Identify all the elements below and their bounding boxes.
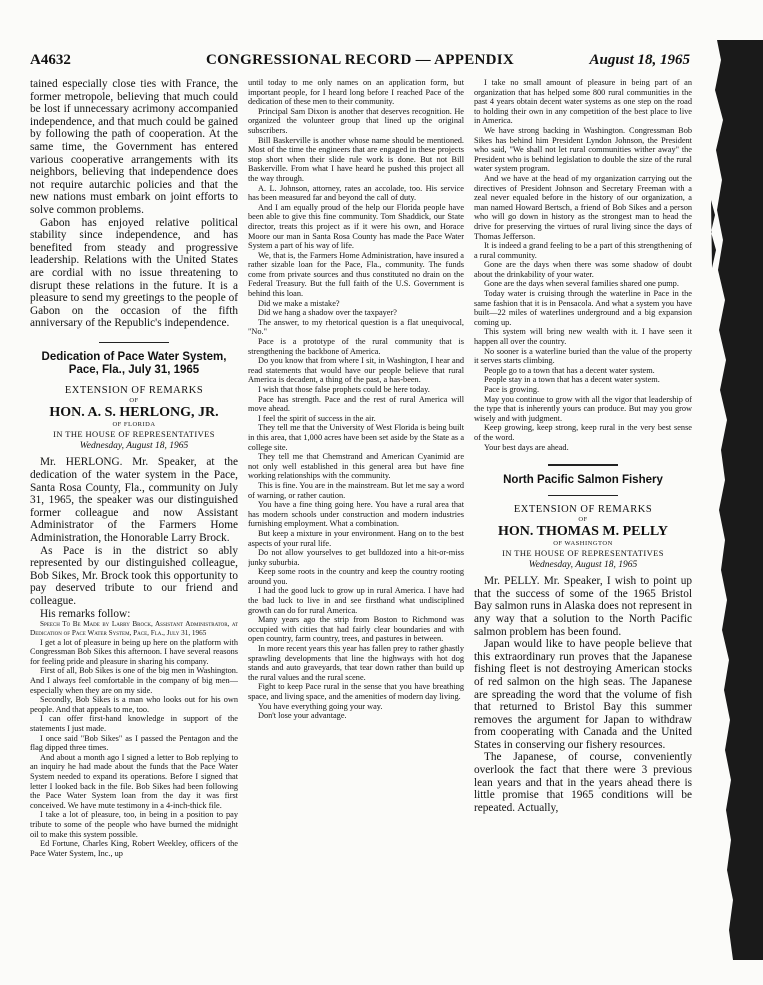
speech-paragraph: They tell me that the University of West Florida is being built in this area, that 1,000 acres have been set aside by the State as a college site. bbox=[248, 423, 464, 452]
speech-paragraph: And I am equally proud of the help our Florida people have been able to give this fine community. Tom Shaddick, our State director, treats this project as if it were his own, and Horace Moore our man in Santa Rosa County has made the Pace Water System a part of his way of life. bbox=[248, 202, 464, 251]
speech-paragraph: This system will bring new wealth with it. I have seen it happen all over the country. bbox=[474, 327, 692, 347]
speech-paragraph: Fight to keep Pace rural in the sense that you have breathing space, and living space, and the amenities of modern day living. bbox=[248, 682, 464, 701]
member-state: OF WASHINGTON bbox=[553, 540, 613, 548]
gabon-paragraph: Gabon has enjoyed relative political stability since independence, and has benefited from steady and progressive leadership. Relations with the United States are cordial with no issue threatening to disrupt these relations in the future. It is a pleasure to send my greetings to the people of Gabon on the occasion of the fifth anniversary of the Republic's independence. bbox=[30, 216, 238, 330]
speech-paragraph: Gone are the days when several families shared one pump. bbox=[484, 279, 679, 289]
speech-paragraph: Pace is growing. bbox=[484, 385, 540, 394]
speech-paragraph: And about a month ago I signed a letter to Bob replying to an inquiry he had made about the funds that the Pace Water System needed to expand its operations. Before I signed that letter I looked back in the file. Bob Sikes had been following the Pace Water System loan from the day it was first conceived. We have mute testimony in a 4-inch-thick file. bbox=[30, 752, 238, 810]
speech-paragraph: First of all, Bob Sikes is one of the big men in Washington. And I always feel comfortable in the company of big men—especially when they are on my side. bbox=[30, 666, 238, 695]
speech-paragraph: I get a lot of pleasure in being up here on the platform with Congressman Bob Sikes this afternoon. I have several reasons for feeling pride and pleasure in sharing his company. bbox=[30, 637, 238, 666]
speech-paragraph: It is indeed a grand feeling to be a part of this strengthening of a rural community. bbox=[474, 241, 692, 260]
page-header bbox=[30, 52, 690, 74]
speech-paragraph: Pace is a prototype of the rural community that is strengthening the backbone of America. bbox=[248, 337, 464, 356]
extension-heading: EXTENSION OF REMARKS bbox=[64, 385, 204, 397]
speech-paragraph: Pace has strength. Pace and the rest of rural America will move ahead. bbox=[248, 394, 464, 414]
body-paragraph: Mr. PELLY. Mr. Speaker, I wish to point up that the success of some of the 1965 Bristol Bay salmon runs in Alaska does not represent in any way that a solution to the North Pacific salmon problem has been found. bbox=[474, 575, 692, 638]
speech-paragraph: A. L. Johnson, attorney, rates an accolade, too. His service has been measured far and beyond the call of duty. bbox=[248, 183, 464, 203]
speech-paragraph: In more recent years this year has fallen prey to rather ghastly sprawling developments that line the highways with hot dog stands and auto graveyards, that tear down rather than build up the rural values and the rural scene. bbox=[248, 644, 464, 682]
speech-paragraph: Gone are the days when there was some shadow of doubt about the drinkability of your water. bbox=[474, 260, 692, 279]
speech-paragraph: Keep some roots in the country and keep the country rooting around you. bbox=[248, 567, 464, 586]
body-paragraph: As Pace is in the district so ably represented by our distinguished colleague, Bob Sikes, Mr. Brock took this opportunity to pay deserved tribute to our friend and colleague. bbox=[30, 544, 238, 607]
speech-paragraph: Principal Sam Dixon is another that deserves recognition. He organized the volunteer group that lined up the original subscribers. bbox=[248, 106, 464, 135]
body-paragraph: Mr. HERLONG. Mr. Speaker, at the dedication of the water system in the Pace, Santa Rosa County, Fla., community on July 31, 1965, the speaker was our distinguished former colleague and now Assistant Administrator of the Farmers Home Administration, the Honorable Larry Brock. bbox=[30, 456, 238, 544]
body-paragraph: His remarks follow: bbox=[40, 607, 131, 620]
member-state: OF FLORIDA bbox=[112, 421, 156, 429]
issue-date: August 18, 1965 bbox=[589, 52, 690, 68]
speech-paragraph: We, that is, the Farmers Home Administration, have insured a rather sizable loan for the Pace, Fla., community. The funds come from private sources and thus constituted no drain on the Federal Treasury. But the full faith of the U.S. Government is behind this loan. bbox=[248, 250, 464, 299]
speech-paragraph: No sooner is a waterline buried than the value of the property it serves starts climbing. bbox=[474, 346, 692, 366]
speech-paragraph: Your best days are ahead. bbox=[484, 442, 569, 452]
speech-paragraph: I feel the spirit of success in the air. bbox=[258, 413, 376, 423]
speech-paragraph: Don't lose your advantage. bbox=[258, 711, 347, 721]
speech-paragraph: Many years ago the strip from Boston to Richmond was occupied with cities that had fairly clear boundaries and with open country, farm country, trees, and pastures in between. bbox=[248, 615, 464, 644]
section-divider bbox=[548, 495, 618, 497]
remarks-date: Wednesday, August 18, 1965 bbox=[528, 560, 638, 571]
section-divider bbox=[99, 342, 169, 344]
speech-paragraph: I wish that those false prophets could be here today. bbox=[258, 385, 430, 394]
house-label: IN THE HOUSE OF REPRESENTATIVES bbox=[502, 548, 664, 559]
body-paragraph: The Japanese, of course, conveniently overlook the fact that there were 3 previous lean years and that in the years ahead there is little promise that 1965 conditions will be repeated. Actually, bbox=[474, 751, 692, 814]
continued-paragraph: tained especially close ties with France, the former metropole, believing that much could be lost if unnecessary acrimony accompanied independence, and that much could be gained by following the path of cooperation. At the same time, the Government has entered various cooperative arrangements with its neighbors, believing that independence does not require autarchic policies and that the new nations must embark on joint efforts to solve common problems. bbox=[30, 78, 238, 216]
speech-paragraph: And we have at the head of my organization carrying out the directives of President Johnson and Secretary Freeman with a zeal never equaled before in the history of our organization, a man named Howard Bertsch, a friend of Bob Sikes and a person who will go down in history as the strongest man to head the drive for preserving the virtues of rural living since the days of Thomas Jefferson. bbox=[474, 173, 692, 241]
column-3 bbox=[474, 78, 692, 978]
remarks-date: Wednesday, August 18, 1965 bbox=[79, 441, 189, 452]
binding-edge-shadow bbox=[703, 0, 763, 985]
speech-paragraph: The answer, to my rhetorical question is a flat unequivocal, "No." bbox=[248, 317, 464, 337]
speech-paragraph: I once said "Bob Sikes" as I passed the Pentagon and the flag dipped three times. bbox=[30, 733, 238, 753]
speech-paragraph: Ed Fortune, Charles King, Robert Weekley, officers of the Pace Water System, Inc., up bbox=[30, 839, 238, 858]
speech-paragraph: Did we make a mistake? bbox=[258, 298, 340, 308]
speech-paragraph: We have strong backing in Washington. Congressman Bob Sikes has behind him President Lyndon Johnson, the President who said, "We shall not let rural communities wither away" the President who is behind legislation to double the size of the rural water system program. bbox=[474, 125, 692, 174]
body-paragraph: Japan would like to have people believe that this extraordinary run proves that the Japanese fishing fleet is not destroying American stocks of red salmon on the high seas. The Japanese are spreading the word that the volume of fish that returned to Bristol Bay this summer removes the argument for Japan to withdraw from cooperating with Canada and the United States in conserving our fishery resources. bbox=[474, 638, 692, 751]
speech-heading: Speech To Be Made by Larry Brock, Assistant Administrator, at Dedication of Pace Water System, Pace, Fla., July 31, 1965 bbox=[30, 620, 238, 637]
speech-paragraph: This is fine. You are in the mainstream. But let me say a word of warning, or rather caution. bbox=[248, 480, 464, 500]
speech-paragraph: Today water is cruising through the waterline in Pace in the same fashion that it is in Pensacola. And what a system you have built—22 miles of waterlines underground and a big expansion coming up. bbox=[474, 289, 692, 327]
member-name: HON. A. S. HERLONG, JR. bbox=[49, 405, 219, 421]
speech-paragraph: They tell me that Chemstrand and American Cyanimid are not only well established in this general area but have fine working relationships with the community. bbox=[248, 452, 464, 481]
article-title: Dedication of Pace Water System, Pace, Fla., July 31, 1965 bbox=[41, 351, 227, 377]
speech-paragraph: You have a fine thing going here. You have a rural area that has modern schools under construction and modern industries furnishing employment. What a combination. bbox=[248, 500, 464, 529]
speech-paragraph: People go to a town that has a decent water system. bbox=[484, 365, 655, 375]
member-name: HON. THOMAS M. PELLY bbox=[498, 524, 668, 540]
speech-paragraph: I take a lot of pleasure, too, in being in a position to pay tribute to some of the people who have burned the midnight oil to make this system possible. bbox=[30, 810, 238, 839]
article-title: North Pacific Salmon Fishery bbox=[503, 473, 663, 486]
speech-paragraph: People stay in a town that has a decent water system. bbox=[484, 375, 660, 385]
speech-paragraph: I had the good luck to grow up in rural America. I have had the bad luck to live in and see firsthand what undisciplined growth can do for rural America. bbox=[248, 586, 464, 615]
journal-title: CONGRESSIONAL RECORD — APPENDIX bbox=[205, 52, 515, 68]
speech-paragraph: May you continue to grow with all the vigor that leadership of the type that is inherently yours can produce. But may you grow wisely and with judgment. bbox=[474, 394, 692, 423]
speech-paragraph: Secondly, Bob Sikes is a man who looks out for his own people. And that appeals to me, too. bbox=[30, 695, 238, 714]
speech-paragraph: But keep a mixture in your environment. Hang on to the best aspects of your rural life. bbox=[248, 528, 464, 548]
speech-paragraph: Keep growing, keep strong, keep rural in the very best sense of the word. bbox=[474, 423, 692, 442]
column-2 bbox=[248, 78, 464, 978]
speech-paragraph: I can offer first-hand knowledge in support of the statements I just made. bbox=[30, 714, 238, 734]
of-label: OF bbox=[129, 397, 139, 405]
extension-heading: EXTENSION OF REMARKS bbox=[513, 504, 653, 516]
speech-paragraph: Do not allow yourselves to get bulldozed into a hit-or-miss junky suburbia. bbox=[248, 548, 464, 567]
speech-paragraph: Do you know that from where I sit, in Washington, I hear and read statements that would have our people believe that rural America is decadent, a thing of the past, a has-been. bbox=[248, 356, 464, 385]
page-number: A4632 bbox=[30, 52, 71, 68]
section-divider bbox=[548, 464, 618, 466]
house-label: IN THE HOUSE OF REPRESENTATIVES bbox=[53, 429, 215, 440]
of-label: OF bbox=[578, 516, 588, 524]
speech-paragraph: You have everything going your way. bbox=[258, 701, 383, 711]
speech-paragraph: until today to me only names on an application form, but important people, for I heard long before I reached Pace of the dedication of these men to their community. bbox=[248, 78, 464, 107]
speech-paragraph: Bill Baskerville is another whose name should be mentioned. Most of the time the engineers that are engaged in these projects stop short when their slide rule work is done. But not Bill Baskerville. From what I have heard he pushed this project all the way through. bbox=[248, 135, 464, 183]
column-1 bbox=[30, 78, 238, 978]
speech-paragraph: I take no small amount of pleasure in being part of an organization that has helped some 800 rural communities in the past 4 years obtain decent water systems as one step on the road to holding their own in any competition of the best place to live in America. bbox=[474, 78, 692, 126]
speech-paragraph: Did we hang a shadow over the taxpayer? bbox=[258, 308, 397, 318]
